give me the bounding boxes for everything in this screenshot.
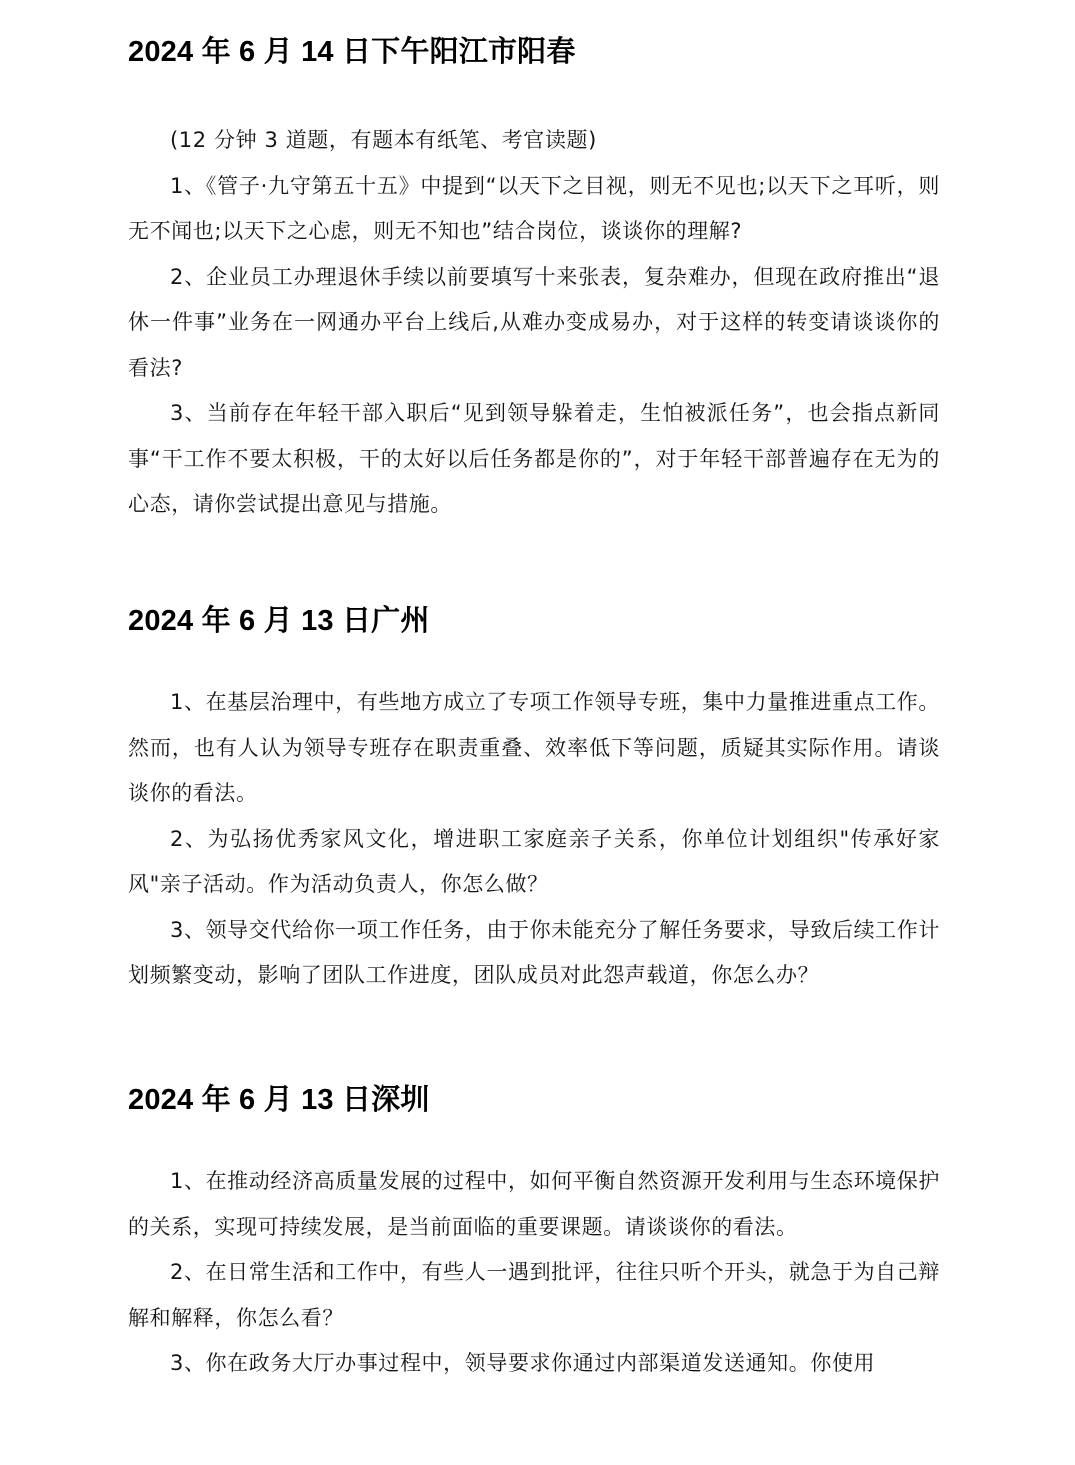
section-title: 2024 年 6 月 13 日广州: [128, 605, 430, 637]
exam-section-yangchun: [128, 32, 940, 528]
question-item: 2、企业员工办理退休手续以前要填写十来张表，复杂难办，但现在政府推出“退休一件事”业务在一网通办平台上线后,从难办变成易办，对于这样的转变请谈谈你的看法?: [128, 264, 940, 380]
question-list: [128, 164, 940, 528]
exam-section-shenzhen: [128, 1080, 940, 1387]
question-item: 2、在日常生活和工作中，有些人一遇到批评，往往只听个开头，就急于为自己辩解和解释，你怎么看？: [128, 1260, 940, 1330]
question-item: 1、在推动经济高质量发展的过程中，如何平衡自然资源开发利用与生态环境保护的关系，实现可持续发展，是当前面临的重要课题。请谈谈你的看法。: [128, 1169, 940, 1239]
section-title: 2024 年 6 月 13 日深圳: [128, 1084, 430, 1116]
question-item: 1、《管子·九守第五十五》中提到“以天下之目视，则无不见也;以天下之耳听，则无不闻也;以天下之心虑，则无不知也”结合岗位，谈谈你的理解?: [128, 173, 940, 243]
exam-note: (12 分钟 3 道题，有题本有纸笔、考官读题): [170, 128, 597, 152]
question-item: 3、领导交代给你一项工作任务，由于你未能充分了解任务要求，导致后续工作计划频繁变动，影响了团队工作进度，团队成员对此怨声载道，你怎么办？: [128, 917, 940, 987]
question-item: 1、在基层治理中，有些地方成立了专项工作领导专班，集中力量推进重点工作。然而，也有人认为领导专班存在职责重叠、效率低下等问题，质疑其实际作用。请谈谈你的看法。: [128, 690, 940, 805]
question-item: 3、你在政务大厅办事过程中，领导要求你通过内部渠道发送通知。你使用: [170, 1351, 876, 1375]
exam-section-guangzhou: [128, 601, 940, 999]
question-item: 2、为弘扬优秀家风文化，增进职工家庭亲子关系，你单位计划组织"传承好家风"亲子活动。作为活动负责人，你怎么做？: [128, 826, 940, 896]
question-item: 3、当前存在年轻干部入职后“见到领导躲着走，生怕被派任务”，也会指点新同事“干工作不要太积极，干的太好以后任务都是你的”，对于年轻干部普遍存在无为的心态，请你尝试提出意见与措施。: [128, 401, 940, 516]
question-list: [128, 680, 940, 999]
section-title: 2024 年 6 月 14 日下午阳江市阳春: [128, 36, 576, 68]
question-list: [128, 1159, 940, 1387]
